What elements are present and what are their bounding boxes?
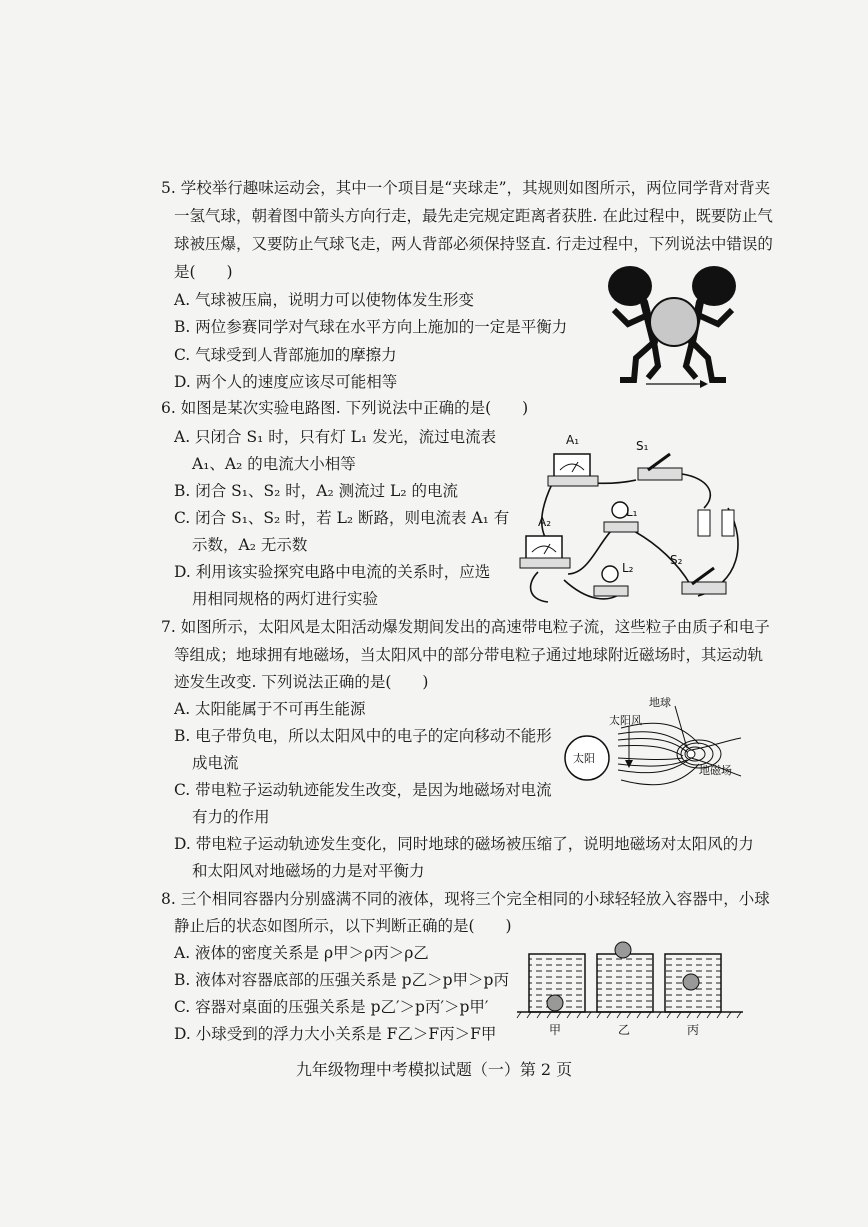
q7-label-solar-wind: 太阳风 xyxy=(609,714,642,727)
q8-option-c: C. 容器对桌面的压强关系是 p乙′＞p丙′＞p甲′ xyxy=(174,998,489,1016)
q7-option-b-cont: 成电流 xyxy=(192,754,239,772)
q7-label-earth: 地球 xyxy=(649,696,671,709)
q8-label-yi: 乙 xyxy=(618,1023,631,1037)
q7-line-2: 等组成；地球拥有地磁场，当太阳风中的部分带电粒子通过地球附近磁场时，其运动轨 xyxy=(174,646,764,664)
q6-label-l1: L₁ xyxy=(626,505,638,519)
q7-label-sun: 太阳 xyxy=(573,752,595,765)
q6-option-d-cont: 用相同规格的两灯进行实验 xyxy=(192,590,379,608)
q6-option-d: D. 利用该实验探究电路中电流的关系时，应选 xyxy=(174,563,491,581)
q7-label-geomagnetic-field: 地磁场 xyxy=(699,764,732,777)
q5-line-1: 5. 学校举行趣味运动会，其中一个项目是“夹球走”，其规则如图所示，两位同学背对背夹 xyxy=(161,179,771,197)
q6-label-a1: A₁ xyxy=(566,433,580,447)
q7-line-1: 7. 如图所示，太阳风是太阳活动爆发期间发出的高速带电粒子流，这些粒子由质子和电子 xyxy=(161,618,770,636)
q5-line-3: 球被压爆，又要防止气球飞走，两人背部必须保持竖直. 行走过程中，下列说法中错误的 xyxy=(174,235,773,253)
q8-option-b: B. 液体对容器底部的压强关系是 p乙＞p甲＞p丙 xyxy=(174,971,509,989)
q7-option-d: D. 带电粒子运动轨迹发生变化，同时地球的磁场被压缩了，说明地磁场对太阳风的力 xyxy=(174,835,754,853)
q6-option-c: C. 闭合 S₁、S₂ 时，若 L₂ 断路，则电流表 A₁ 有 xyxy=(174,509,510,527)
q6-option-a-cont: A₁、A₂ 的电流大小相等 xyxy=(192,455,356,473)
q5-option-a: A. 气球被压扁，说明力可以使物体发生形变 xyxy=(174,291,475,309)
q8-label-bing: 丙 xyxy=(687,1023,700,1037)
q8-label-jia: 甲 xyxy=(549,1023,562,1037)
q6-label-s1: S₁ xyxy=(636,439,649,453)
q5-line-2: 一氢气球，朝着图中箭头方向行走，最先走完规定距离者获胜. 在此过程中，既要防止气 xyxy=(174,207,773,225)
q7-option-a: A. 太阳能属于不可再生能源 xyxy=(174,700,366,718)
q8-line-2: 静止后的状态如图所示，以下判断正确的是( ) xyxy=(174,917,512,935)
q8-option-a: A. 液体的密度关系是 ρ甲＞ρ丙＞ρ乙 xyxy=(174,944,429,962)
q6-figure-circuit xyxy=(508,424,758,614)
q5-line-4: 是( ) xyxy=(174,263,233,281)
q6-stem: 6. 如图是某次实验电路图. 下列说法中正确的是( ) xyxy=(161,399,529,417)
q7-option-d-cont: 和太阳风对地磁场的力是对平衡力 xyxy=(192,862,425,880)
q7-line-3: 迹发生改变. 下列说法正确的是( ) xyxy=(174,673,429,691)
q8-figure-containers xyxy=(515,938,745,1038)
q6-label-l2: L₂ xyxy=(622,561,634,575)
q6-option-c-cont: 示数，A₂ 无示数 xyxy=(192,536,308,554)
q7-figure-solar-wind xyxy=(563,694,743,798)
q5-option-c: C. 气球受到人背部施加的摩擦力 xyxy=(174,346,397,364)
q6-label-a2: A₂ xyxy=(538,515,552,529)
q7-option-b: B. 电子带负电，所以太阳风中的电子的定向移动不能形 xyxy=(174,727,552,745)
q5-figure-balloon-walk xyxy=(600,262,750,392)
page-footer: 九年级物理中考模拟试题（一）第 2 页 xyxy=(295,1060,573,1079)
q5-option-d: D. 两个人的速度应该尽可能相等 xyxy=(174,373,398,391)
q7-option-c-cont: 有力的作用 xyxy=(192,808,270,826)
q7-option-c: C. 带电粒子运动轨迹能发生改变，是因为地磁场对电流 xyxy=(174,781,552,799)
q6-option-a: A. 只闭合 S₁ 时，只有灯 L₁ 发光，流过电流表 xyxy=(174,428,497,446)
q6-label-s2: S₂ xyxy=(670,553,683,567)
q8-option-d: D. 小球受到的浮力大小关系是 F乙＞F丙＞F甲 xyxy=(174,1025,497,1043)
q6-option-b: B. 闭合 S₁、S₂ 时，A₂ 测流过 L₂ 的电流 xyxy=(174,482,458,500)
q8-line-1: 8. 三个相同容器内分别盛满不同的液体，现将三个完全相同的小球轻轻放入容器中，小球 xyxy=(161,890,770,908)
q5-option-b: B. 两位参赛同学对气球在水平方向上施加的一定是平衡力 xyxy=(174,318,568,336)
